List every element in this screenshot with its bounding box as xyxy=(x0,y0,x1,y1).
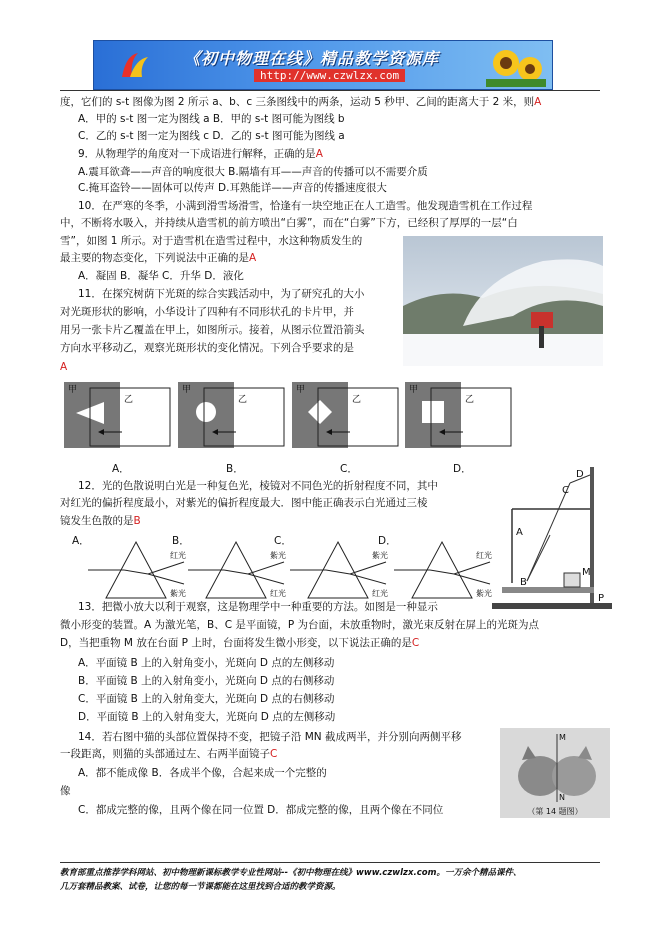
q13-line-text: C．平面镜 B 上的入射角变大，光斑向 D 点的右侧移动 xyxy=(78,693,335,705)
svg-text:红光: 红光 xyxy=(270,589,286,598)
card-label-jia: 甲 xyxy=(68,385,78,395)
svg-text:紫光: 紫光 xyxy=(372,551,388,560)
q13-line xyxy=(60,618,539,632)
q12-line-text: 对红光的偏折程度最小，对紫光的偏折程度最大．图中能正确表示白光通过三棱 xyxy=(60,497,428,509)
answer-mark: A xyxy=(60,361,68,373)
svg-text:紫光: 紫光 xyxy=(476,589,492,598)
q14-line xyxy=(60,747,277,761)
text-line-text: A.震耳欲聋——声音的响度很大 B.隔墙有耳——声音的传播可以不需要介质 xyxy=(78,166,428,178)
banner-title: 《初中物理在线》精品教学资源库 xyxy=(184,49,440,68)
fig12-label-B: B xyxy=(520,577,527,588)
q14-line-text: 一段距离，则猫的头部通过左、右两半面镜子 xyxy=(60,748,270,760)
q13-line-text: D，当把重物 M 放在台面 P 上时，台面将发生微小形变，以下说法正确的是 xyxy=(60,637,412,649)
text-line xyxy=(78,199,532,213)
cat-mirror-photo xyxy=(500,728,610,818)
q13-line xyxy=(78,656,334,670)
q14-line-text: 14．若右图中猫的头部位置保持不变，把镜子沿 MN 截成两半，并分别向两侧平移 xyxy=(78,731,462,743)
snow-machine-photo xyxy=(403,236,603,366)
text-line-text: 最主要的物态变化，下列说法中正确的是 xyxy=(60,252,249,264)
text-line-text: 10．在严寒的冬季，小满到滑雪场滑雪，恰逢有一块空地正在人工造雪。他发现造雪机在工作过程 xyxy=(78,200,533,212)
fig12-label-A: A xyxy=(516,527,523,538)
q11-figure xyxy=(290,380,402,450)
q12-line-text: 镜发生色散的是 xyxy=(60,515,134,527)
site-logo-icon xyxy=(116,47,152,83)
q14-line-text: A．都不能成像 B．各成半个像，合起来成一个完整的 xyxy=(78,767,327,779)
q13-line xyxy=(78,600,438,614)
q11-option-label[interactable]: A． xyxy=(112,463,130,475)
header-banner xyxy=(93,40,553,90)
q14-line xyxy=(78,803,443,817)
text-line xyxy=(60,341,354,355)
q14-line-text: 像 xyxy=(60,785,71,797)
q12-line-text: 12．光的色散说明白光是一种复色光，棱镜对不同色光的折射程度不同，其中 xyxy=(78,480,438,492)
footer-rule xyxy=(60,862,600,863)
text-line xyxy=(60,95,541,109)
fig12-label-C: C xyxy=(562,485,569,496)
prism-diagram xyxy=(392,540,502,602)
q12-option-label[interactable]: D． xyxy=(378,535,397,547)
text-line xyxy=(60,216,518,230)
fig12-label-P: P xyxy=(598,593,605,604)
q12-option-label[interactable]: A． xyxy=(72,535,90,547)
text-line xyxy=(78,181,387,195)
q12-option-label[interactable]: B． xyxy=(172,535,190,547)
header-rule xyxy=(60,90,600,91)
q14-line xyxy=(60,784,71,798)
q13-line-text: 13．把微小放大以利于观察，这是物理学中一种重要的方法。如图是一种显示 xyxy=(78,601,438,613)
answer-mark: A xyxy=(315,148,323,160)
text-line-text: C．乙的 s-t 图一定为图线 c D．乙的 s-t 图可能为图线 a xyxy=(78,130,345,142)
text-line xyxy=(60,234,362,248)
q13-line-text: 微小形变的装置。A 为激光笔，B、C 是平面镜，P 为台面，未放重物时，激光束反射在屏上的光斑为点 xyxy=(60,619,540,631)
text-line-text: 9．从物理学的角度对一下成语进行解释，正确的是 xyxy=(78,148,316,160)
q14-line xyxy=(78,766,327,780)
svg-text:红光: 红光 xyxy=(170,551,186,560)
text-line-text: 中，不断将水吸入，并持续从造雪机的前方喷出“白雾”，而在“白雾”下方，已经积了厚厚的一层“白 xyxy=(60,217,518,229)
q13-line-text: D．平面镜 B 上的入射角变大，光斑向 D 点的左侧移动 xyxy=(78,711,336,723)
q13-line-text: B．平面镜 B 上的入射角变小，光斑向 D 点的右侧移动 xyxy=(78,675,335,687)
q11-option-label[interactable]: B． xyxy=(226,463,244,475)
svg-text:紫光: 紫光 xyxy=(170,589,186,598)
text-line-text: 雪”，如图 1 所示。对于造雪机在造雪过程中，水这种物质发生的 xyxy=(60,235,363,247)
q13-line-text: A．平面镜 B 上的入射角变小，光斑向 D 点的左侧移动 xyxy=(78,657,335,669)
card-label-yi: 乙 xyxy=(238,395,248,405)
answer-mark: A xyxy=(249,252,257,264)
q12-option-label[interactable]: C． xyxy=(274,535,292,547)
text-line xyxy=(60,251,256,265)
q12-line xyxy=(78,479,438,493)
q12-line xyxy=(60,496,428,510)
text-line-text: 用另一张卡片乙覆盖在甲上，如图所示。接着，从图示位置沿箭头 xyxy=(60,324,365,336)
cat-caption: （第 14 题图） xyxy=(527,807,583,816)
footer-line-2: 几万套精品教案、试卷，让您的每一节课都能在这里找到合适的教学资源。 xyxy=(60,882,341,892)
banner-url[interactable]: http://www.czwlzx.com xyxy=(254,69,405,82)
svg-text:红光: 红光 xyxy=(476,551,492,560)
q13-line xyxy=(78,710,335,724)
prism-diagram xyxy=(288,540,398,602)
q13-line xyxy=(78,692,334,706)
footer-line-1: 教育部重点推荐学科网站、初中物理新课标教学专业性网站--《初中物理在线》www.czwlzx.com。一万余个精品课件、 xyxy=(60,868,522,878)
micro-deformation-apparatus xyxy=(492,463,612,613)
card-label-jia: 甲 xyxy=(182,385,192,395)
fig12-label-D: D xyxy=(576,469,584,480)
sunflower-icon xyxy=(486,43,546,87)
text-line-text: A．凝固 B．凝华 C．升华 D．液化 xyxy=(78,270,244,282)
answer-mark: C xyxy=(411,637,420,649)
text-line xyxy=(78,147,323,161)
text-line xyxy=(78,112,345,126)
text-line-text: C.掩耳盗铃——固体可以传声 D.耳熟能详——声音的传播速度很大 xyxy=(78,182,387,194)
q11-option-label[interactable]: D． xyxy=(453,463,472,475)
card-label-yi: 乙 xyxy=(352,395,362,405)
q13-line xyxy=(78,674,334,688)
text-line-text: 11．在探究树荫下光斑的综合实践活动中，为了研究孔的大小 xyxy=(78,288,365,300)
answer-mark: C xyxy=(270,748,278,760)
answer-mark: B xyxy=(133,515,141,527)
card-label-jia: 甲 xyxy=(409,385,419,395)
q14-line-text: C．都成完整的像，且两个像在同一位置 D．都成完整的像，且两个像在不同位 xyxy=(78,804,444,816)
q12-line xyxy=(60,514,141,528)
text-line xyxy=(60,305,354,319)
svg-text:红光: 红光 xyxy=(372,589,388,598)
q11-figure xyxy=(403,380,515,450)
fig12-label-M: M xyxy=(582,567,591,578)
q11-figure xyxy=(176,380,288,450)
text-line-text: 度，它们的 s-t 图像为图 2 所示 a、b、c 三条图线中的两条，运动 5 秒甲、乙间的距离大于 2 米，则 xyxy=(60,96,535,108)
text-line xyxy=(78,165,428,179)
card-label-yi: 乙 xyxy=(465,395,475,405)
text-line xyxy=(78,129,345,143)
card-label-jia: 甲 xyxy=(296,385,306,395)
answer-mark: A xyxy=(534,96,542,108)
text-line-text: 对光斑形状的影响，小华设计了四种有不同形状孔的卡片甲，并 xyxy=(60,306,354,318)
q14-line xyxy=(78,730,461,744)
prism-diagram xyxy=(186,540,296,602)
card-label-yi: 乙 xyxy=(124,395,134,405)
text-line-text: 方向水平移动乙，观察光斑形状的变化情况。下列合乎要求的是 xyxy=(60,342,354,354)
text-line-text: A．甲的 s-t 图一定为图线 a B．甲的 s-t 图可能为图线 b xyxy=(78,113,345,125)
prism-diagram xyxy=(86,540,196,602)
cat-label-N: N xyxy=(559,793,565,802)
q11-option-label[interactable]: C． xyxy=(340,463,358,475)
text-line xyxy=(60,323,365,337)
q13-line xyxy=(60,636,419,650)
q11-figure xyxy=(62,380,174,450)
cat-label-M: M xyxy=(559,733,566,742)
svg-text:紫光: 紫光 xyxy=(270,551,286,560)
text-line xyxy=(78,287,364,301)
text-line xyxy=(78,269,244,283)
text-line xyxy=(60,360,67,374)
